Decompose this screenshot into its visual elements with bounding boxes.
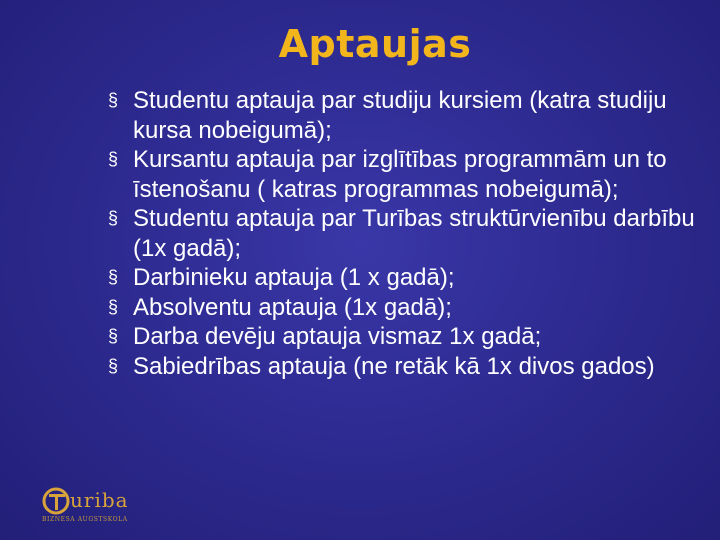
bullet-text: Absolventu aptauja (1x gadā);: [133, 293, 452, 321]
bullet-marker-icon: §: [108, 267, 119, 287]
bullet-item: [100, 352, 700, 382]
turiba-logo-mark-icon: [42, 486, 72, 516]
bullet-text: Darbinieku aptauja (1 x gadā);: [133, 264, 455, 291]
logo-wordmark: uriba: [70, 488, 129, 512]
bullet-marker-icon: §: [108, 296, 119, 317]
bullet-marker-icon: §: [108, 149, 119, 169]
bullet-text: Studentu aptauja par Turības struktūrvienību darbību (1x gadā);: [133, 205, 695, 262]
slide-title: Aptaujas: [278, 22, 472, 66]
bullet-item: [100, 145, 700, 204]
bullet-text: Studentu aptauja par studiju kursiem (katra studiju kursa nobeigumā);: [133, 87, 667, 144]
bullet-list: [100, 86, 700, 381]
bullet-marker-icon: §: [108, 90, 119, 110]
bullet-item: [100, 204, 700, 263]
bullet-marker-icon: §: [108, 326, 119, 346]
bullet-item: [100, 86, 700, 145]
logo-subtitle: BIZNESA AUGSTSKOLA: [42, 516, 128, 523]
bullet-marker-icon: §: [108, 355, 119, 376]
bullet-marker-icon: §: [108, 208, 119, 228]
bullet-item: [100, 293, 700, 323]
bullet-text: Darba devēju aptauja vismaz 1x gadā;: [133, 323, 542, 350]
bullet-text: Kursantu aptauja par izglītības programmām un to īstenošanu ( katras programmas nobeigumā);: [133, 146, 667, 203]
turiba-logo: [36, 486, 136, 526]
bullet-item: [100, 322, 700, 352]
bullet-item: [100, 263, 700, 293]
bullet-text: Sabiedrības aptauja (ne retāk kā 1x divos gados): [133, 352, 655, 380]
